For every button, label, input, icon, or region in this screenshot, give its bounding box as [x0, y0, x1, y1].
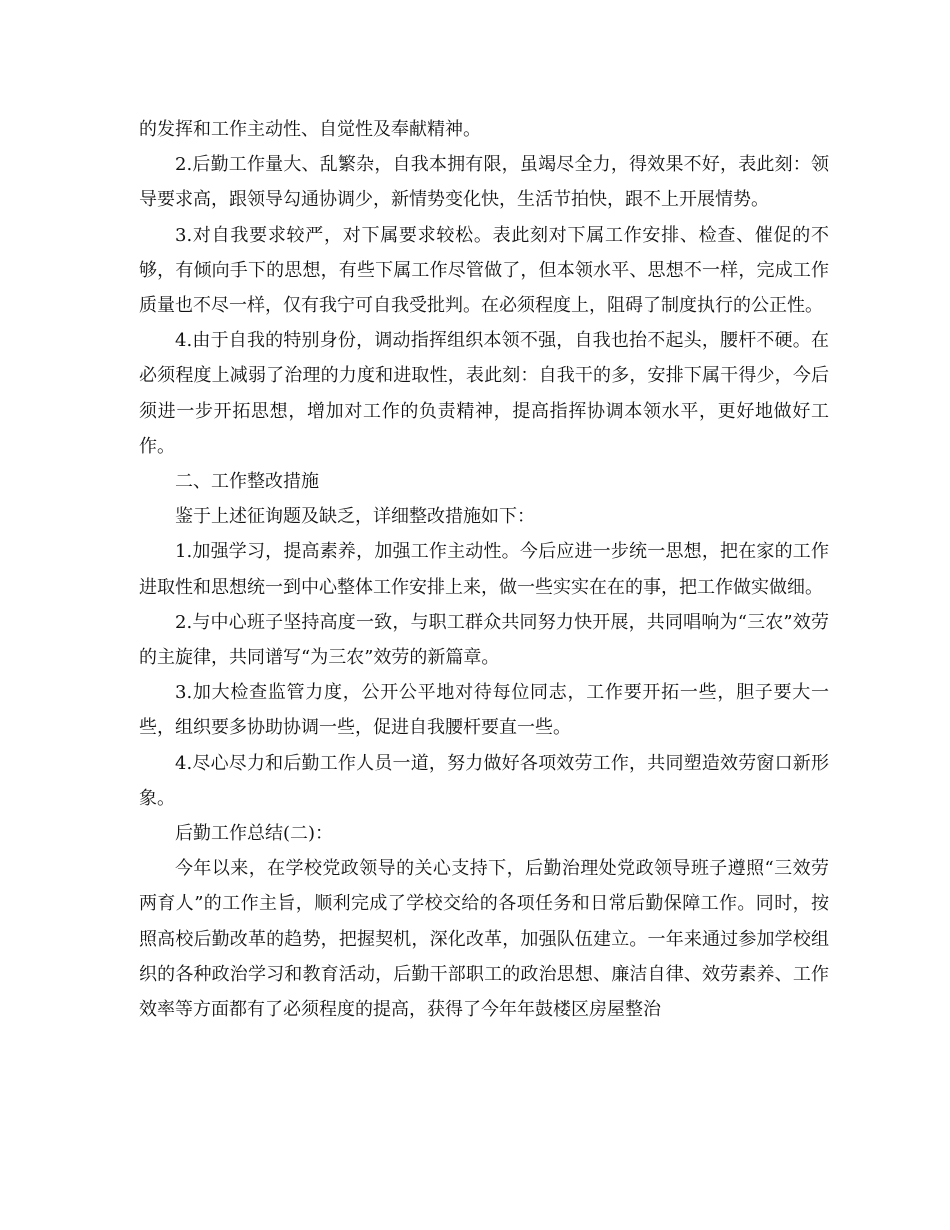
measure-item-4: 4.尽心尽力和后勤工作人员一道，努力做好各项效劳工作，共同塑造效劳窗口新形象。	[139, 752, 829, 809]
summary-paragraph: 今年以来，在学校党政领导的关心支持下，后勤治理处党政领导班子遵照“三效劳两育人”的工作主旨，顺利完成了学校交给的各项任务和日常后勤保障工作。同时，按照高校后勤改革的趋势，把握契机，深化改革，加强队伍建立。一年来通过参加学校组织的各种政治学习和教育活动，后勤干部职工的政治思想、廉洁自律、效劳素养、工作效率等方面都有了必须程度的提高，获得了今年年鼓楼区房屋整治	[139, 858, 829, 1021]
document-body	[139, 112, 829, 1027]
summary-title: 后勤工作总结(二)：	[175, 823, 334, 845]
paragraph-intro: 鉴于上述征询题及缺乏，详细整改措施如下：	[175, 506, 535, 528]
measure-item-3: 3.加大检查监管力度，公开公平地对待每位同志，工作要开拓一些，胆子要大一些，组织要多协助协调一些，促进自我腰杆要直一些。	[139, 682, 829, 739]
paragraph-item-4: 4.由于自我的特别身份，调动指挥组织本领不强，自我也抬不起头，腰杆不硬。在必须程度上减弱了治理的力度和进取性，表此刻：自我干的多，安排下属干得少，今后须进一步开拓思想，增加对工作的负责精神，提高指挥协调本领水平，更好地做好工作。	[139, 330, 829, 457]
measure-item-1: 1.加强学习，提高素养，加强工作主动性。今后应进一步统一思想，把在家的工作进取性和思想统一到中心整体工作安排上来，做一些实实在在的事，把工作做实做细。	[139, 541, 829, 598]
section-heading: 二、工作整改措施	[175, 471, 319, 493]
paragraph-item-2: 2.后勤工作量大、乱繁杂，自我本拥有限，虽竭尽全力，得效果不好，表此刻：领导要求高，跟领导勾通协调少，新情势变化快，生活节拍快，跟不上开展情势。	[139, 154, 829, 211]
paragraph-item-3: 3.对自我要求较严，对下属要求较松。表此刻对下属工作安排、检查、催促的不够，有倾向手下的思想，有些下属工作尽管做了，但本领水平、思想不一样，完成工作质量也不尽一样，仅有我宁可自我受批判。在必须程度上，阻碍了制度执行的公正性。	[139, 224, 829, 317]
paragraph-continuation: 的发挥和工作主动性、自觉性及奉献精神。	[139, 119, 481, 140]
measure-item-2: 2.与中心班子坚持高度一致，与职工群众共同努力快开展，共同唱响为“三农”效劳的主旋律，共同谱写“为三农”效劳的新篇章。	[139, 611, 829, 669]
